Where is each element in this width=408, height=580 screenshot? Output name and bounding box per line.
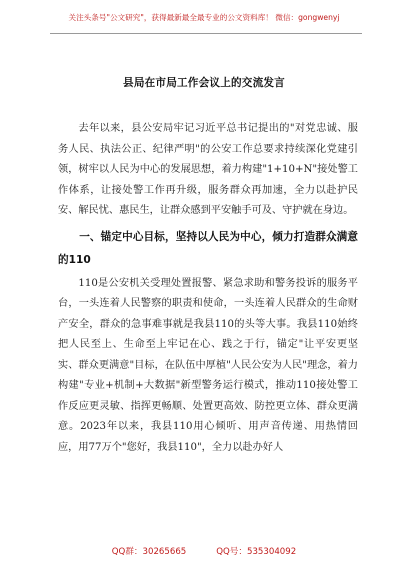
footer-qq-group: QQ群：30265665 xyxy=(111,547,187,557)
document-body xyxy=(58,119,358,458)
intro-paragraph: 去年以来，县公安局牢记习近平总书记提出的"对党忠诚、服务人民、执法公正、纪律严明"的公安工作总要求持续深化党建引领，树牢以人民为中心的发展思想，着力构建"1+10+N"接处警工作体系，让接处警工作再升级，服务群众再加速，全力以赴护民安、解民忧、惠民生，让群众感到平安触手可及、守护就在身边。 xyxy=(58,123,358,216)
footer-qq-number: QQ号：535304092 xyxy=(216,547,297,557)
document-title: 县局在市局工作会议上的交流发言 xyxy=(123,77,285,89)
header-promo-note: 关注头条号"公文研究"，获得最新最全最专业的公文资料库！ 微信：gongwenyj xyxy=(68,13,340,22)
section-heading-1: 一、锚定中心目标，坚持以人民为中心，倾力打造群众满意的110 xyxy=(58,230,358,266)
section-1-paragraph: 110是公安机关受理处置报警、紧急求助和警务投诉的服务平台，一头连着人民警察的职责和使命，一头连着人民群众的生命财产安全，群众的急事难事就是我县110的头等大事。我县110始终把人民至上、生命至上牢记在心、践之于行，锚定"让平安更坚实、群众更满意"目标，在队伍中厚植"人民公安为人民"理念，着力构建"专业+机制+大数据"新型警务运行模式，推动110接处警工作反应更灵敏、指挥更畅顺、处置更高效、防控更立体、群众更满意。2023年以来，我县110用心倾听、用声音传递、用热情回应，用77万个"您好，我县110"，全力以赴办好人 xyxy=(58,277,358,453)
header-divider xyxy=(50,33,362,34)
footer-contact xyxy=(0,545,408,557)
